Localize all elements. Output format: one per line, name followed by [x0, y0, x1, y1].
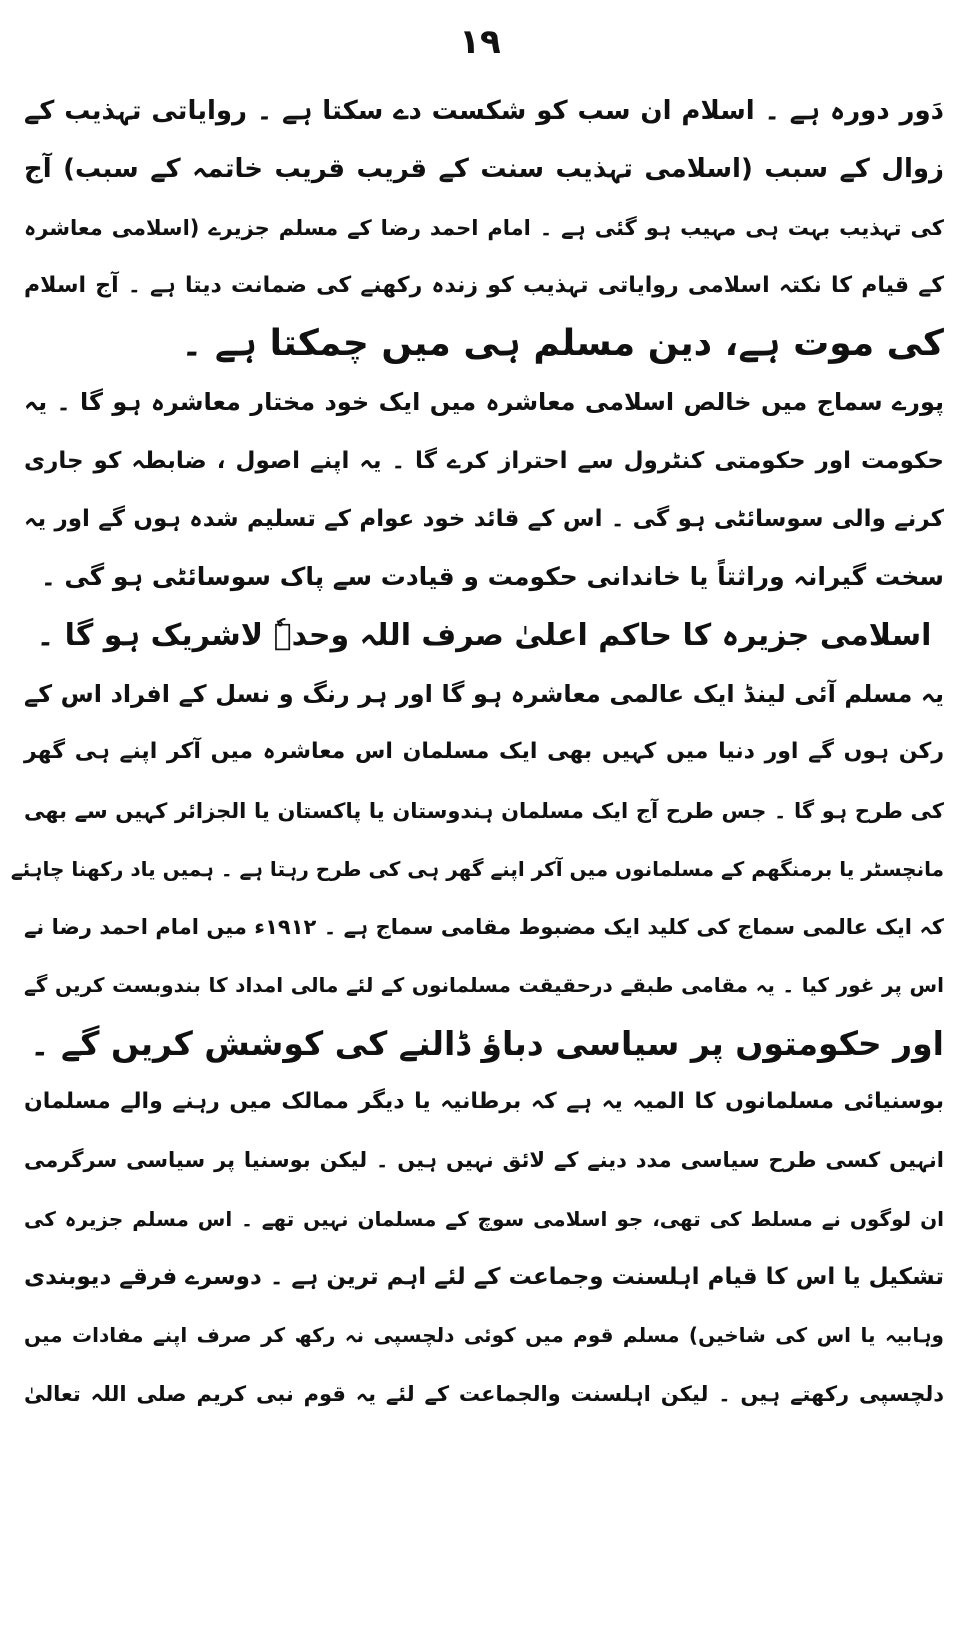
page-number: ۱۹	[459, 22, 501, 62]
text-line: دَور دورہ ہے ۔ اسلام ان سب کو شکست دے سکتا ہے ۔ روایاتی تہذیب کے	[24, 96, 944, 126]
text-line: زوال کے سبب (اسلامی تہذیب سنت کے قریب قریب خاتمہ کے سبب) آج	[24, 154, 944, 185]
text-line: مانچسٹر یا برمنگھم کے مسلمانوں میں آکر اپنے گھر ہی کی طرح رہتا ہے ۔ ہمیں یاد رکھنا چاہئے	[10, 856, 944, 881]
text-line: پورے سماج میں خالص اسلامی معاشرہ میں ایک خود مختار معاشرہ ہو گا ۔ یہ	[24, 388, 944, 417]
text-line: سخت گیرانہ وراثتاً یا خاندانی حکومت و قیادت سے پاک سوسائٹی ہو گی ۔	[40, 562, 944, 592]
text-line: کرنے والی سوسائٹی ہو گی ۔ اس کے قائد خود عوام کے تسلیم شدہ ہوں گے اور یہ	[24, 506, 944, 533]
text-line: کی تہذیب بہت ہی مہیب ہو گئی ہے ۔ امام احمد رضا کے مسلم جزیرے (اسلامی معاشرہ	[24, 215, 944, 240]
text-line: اسلامی جزیرہ کا حاکم اعلیٰ صرف اللہ وحدہٗ لاشریک ہو گا ۔	[36, 617, 932, 653]
text-line: انہیں کسی طرح سیاسی مدد دینے کے لائق نہیں ہیں ۔ لیکن بوسنیا پر سیاسی سرگرمی	[24, 1148, 944, 1173]
text-line: تشکیل یا اس کا قیام اہلسنت وجماعت کے لئے اہم ترین ہے ۔ دوسرے فرقے دیوبندی	[24, 1263, 944, 1290]
urdu-body-text	[10, 82, 944, 1423]
text-line: اس پر غور کیا ۔ یہ مقامی طبقے درحقیقت مسلمانوں کے لئے مالی امداد کا بندوبست کریں گے	[24, 973, 944, 998]
text-line: کی طرح ہو گا ۔ جس طرح آج ایک مسلمان ہندوستان یا پاکستان یا الجزائر کہیں سے بھی	[24, 798, 944, 823]
text-line: ان لوگوں نے مسلط کی تھی، جو اسلامی سوچ کے مسلمان نہیں تھے ۔ اس مسلم جزیرہ کی	[24, 1206, 944, 1231]
text-line: حکومت اور حکومتی کنٹرول سے احتراز کرے گا ۔ یہ اپنے اصول ، ضابطہ کو جاری	[24, 447, 944, 474]
text-line: رکن ہوں گے اور دنیا میں کہیں بھی ایک مسلمان اس معاشرہ میں آکر اپنے ہی گھر	[24, 739, 944, 765]
text-line: دلچسپی رکھتے ہیں ۔ لیکن اہلسنت والجماعت کے لئے یہ قوم نبی کریم صلی اللہ تعالیٰ	[24, 1381, 944, 1406]
text-line: یہ مسلم آئی لینڈ ایک عالمی معاشرہ ہو گا اور ہر رنگ و نسل کے افراد اس کے	[24, 679, 944, 708]
text-line: بوسنیائی مسلمانوں کا المیہ یہ ہے کہ برطانیہ یا دیگر ممالک میں رہنے والے مسلمان	[24, 1089, 944, 1115]
text-line: کہ ایک عالمی سماج کی کلید ایک مضبوط مقامی سماج ہے ۔ ۱۹۱۲ء میں امام احمد رضا نے	[24, 915, 944, 940]
text-line: کے قیام کا نکتہ اسلامی روایاتی تہذیب کو زندہ رکھنے کی ضمانت دیتا ہے ۔ آج اسلام	[24, 272, 944, 298]
text-line: کی موت ہے، دین مسلم ہی میں چمکتا ہے ۔	[181, 323, 944, 365]
text-line: وہابیہ یا اس کی شاخیں) مسلم قوم میں کوئی دلچسپی نہ رکھ کر صرف اپنے مفادات میں	[24, 1323, 944, 1348]
text-line: اور حکومتوں پر سیاسی دباؤ ڈالنے کی کوشش کریں گے ۔	[30, 1023, 944, 1063]
